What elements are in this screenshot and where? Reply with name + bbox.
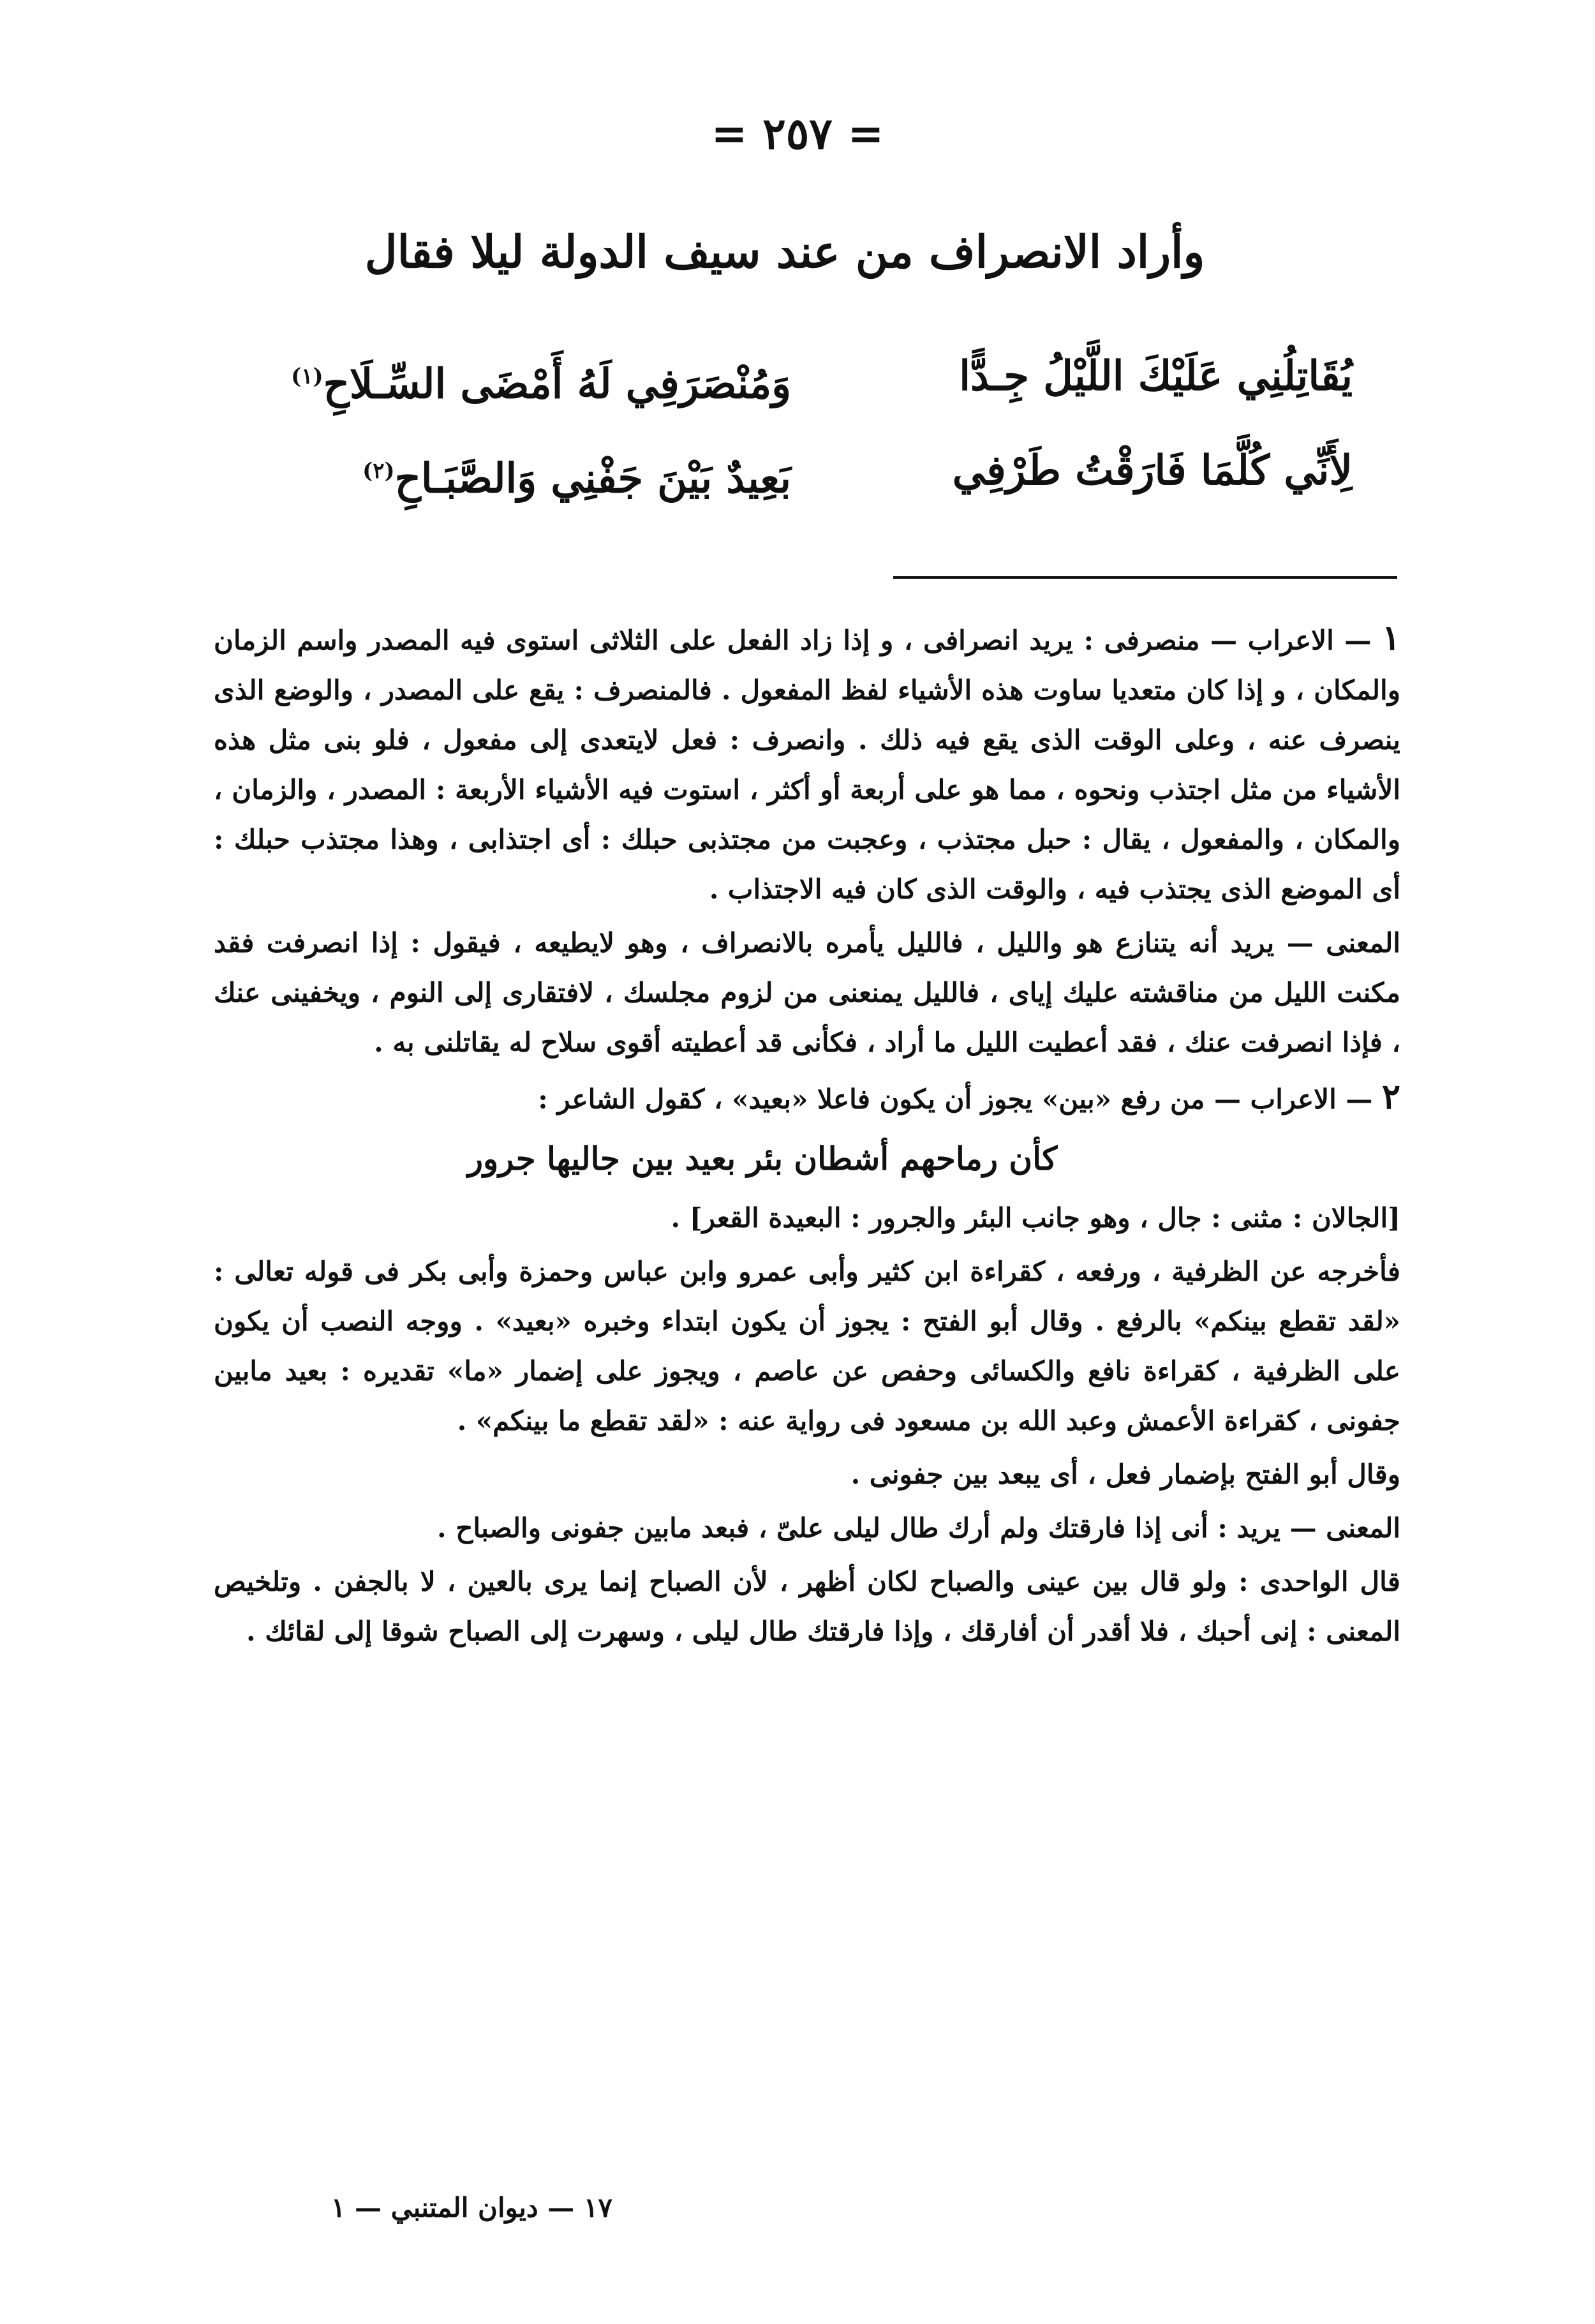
- note-2-wahidi: قال الواحدى : ولو قال بين عينى والصباح لكان أظهر ، لأن الصباح إنما يرى بالعين ، لا بالجفن . وتلخيص المعنى : إنى أحبك ، فلا أقدر أن أفارقك ، وإذا فارقتك طال ليلى ، وسهرت إلى الصباح شوقا إلى لقائك .: [214, 1566, 1400, 1647]
- verse-1: [242, 338, 1353, 415]
- footnote-marker-2: (٢): [362, 458, 395, 484]
- poem: [242, 338, 1353, 510]
- note-2-grammar: [214, 1071, 1400, 1124]
- signature-footer: ١٧ — ديوان المتنبي — ١: [330, 2192, 612, 2223]
- note-2-readings: فأخرجه عن الظرفية ، ورفعه ، كقراءة ابن كثير وأبى عمرو وابن عباس وحمزة وأبى بكر فى قوله تعالى : «لقد تقطع بينكم» بالرفع . وقال أبو الفتح : يجوز أن يكون ابتداء وخبره «بعيد» . ووجه النصب أن يكون على الظرفية ، كقراءة نافع والكسائى وحفص عن عاصم ، ويجوز على إضمار «ما» تقديره : بعيد مابين جفونى ، كقراءة الأعمش وعبد الله بن مسعود فى رواية عنه : «لقد تقطع ما بينكم» .: [214, 1256, 1400, 1436]
- footnote-marker-1: (١): [291, 364, 323, 389]
- footnote-divider: [893, 576, 1397, 579]
- poem-heading: وأراد الانصراف من عند سيف الدولة ليلا فقال: [364, 225, 1205, 278]
- note-2-meaning: المعنى — يريد : أنى إذا فارقتك ولم أرك طال ليلى علىّ ، فبعد مابين جفونى والصباح .: [437, 1512, 1400, 1544]
- note-1-meaning: المعنى — يريد أنه يتنازع هو والليل ، فالليل يأمره بالانصراف ، وهو لايطيعه ، فيقول : إذا انصرفت فقد مكنت الليل من مناقشته عليك إياى ، فالليل يمنعنى من لزوم مجلسك ، لافتقارى إلى النوم ، ويخفينى عنك ، فإذا انصرفت عنك ، فقد أعطيت الليل ما أراد ، فكأنى قد أعطيته أقوى سلاح له يقاتلنى به .: [214, 927, 1400, 1058]
- quoted-verse: كأن رماحهم أشطان بئر بعيد بين جاليها جرور: [467, 1140, 1058, 1177]
- note-2-abulfath: وقال أبو الفتح بإضمار فعل ، أى يبعد بين جفونى .: [850, 1459, 1400, 1490]
- footnotes: [214, 613, 1400, 1660]
- verse-2-second-hemistich: [242, 433, 791, 517]
- verse-1-first-hemistich: يُقَاتِلُنِي عَلَيْكَ اللَّيْلُ جِـدًّا: [959, 352, 1353, 400]
- note-2-number: ٢: [1381, 1076, 1400, 1117]
- note-1-grammar: [214, 613, 1400, 914]
- verse-2-second-text: بَعِيدٌ بَيْنَ جَفْنِي وَالصَّبَـاحِ: [394, 454, 791, 503]
- note-2-grammar-text: — الاعراب — من رفع «بين» يجوز أن يكون فاعلا «بعيد» ، كقول الشاعر :: [538, 1084, 1373, 1115]
- verse-2-first-hemistich: لِأَنِّي كُلَّمَا فَارَقْتُ طَرْفِي: [952, 447, 1353, 495]
- verse-1-second-hemistich: [242, 338, 791, 422]
- gloss: [الجالان : مثنى : جال ، وهو جانب البئر والجرور : البعيدة القعر] .: [671, 1202, 1400, 1233]
- note-1-grammar-text: — الاعراب — منصرفى : يريد انصرافى ، و إذا زاد الفعل على الثلاثى استوى فيه المصدر واسم الزمان والمكان ، و إذا كان متعديا ساوت هذه الأشياء لفظ المفعول . فالمنصرف : يقع على المصدر ، والوضع الذى ينصرف عنه ، وعلى الوقت الذى يقع فيه ذلك . وانصرف : فعل لايتعدى إلى مفعول ، فلو بنى مثل هذه الأشياء من مثل اجتذب ونحوه ، مما هو على أربعة أو أكثر ، استوت فيه الأشياء الأربعة : المصدر ، والزمان ، والمكان ، والمفعول ، يقال : حبل مجتذب ، وعجبت من مجتذبى حبلك : أى اجتذابى ، وهذا مجتذب حبلك : أى الموضع الذى يجتذب فيه ، والوقت الذى كان فيه الاجتذاب .: [214, 625, 1401, 905]
- verse-1-second-text: وَمُنْصَرَفِي لَهُ أَمْضَى السِّـلَاحِ: [323, 360, 791, 408]
- verse-2: [242, 433, 1353, 509]
- page-number: = ٢٥٧ =: [711, 108, 884, 160]
- note-1-number: ١: [1381, 617, 1400, 658]
